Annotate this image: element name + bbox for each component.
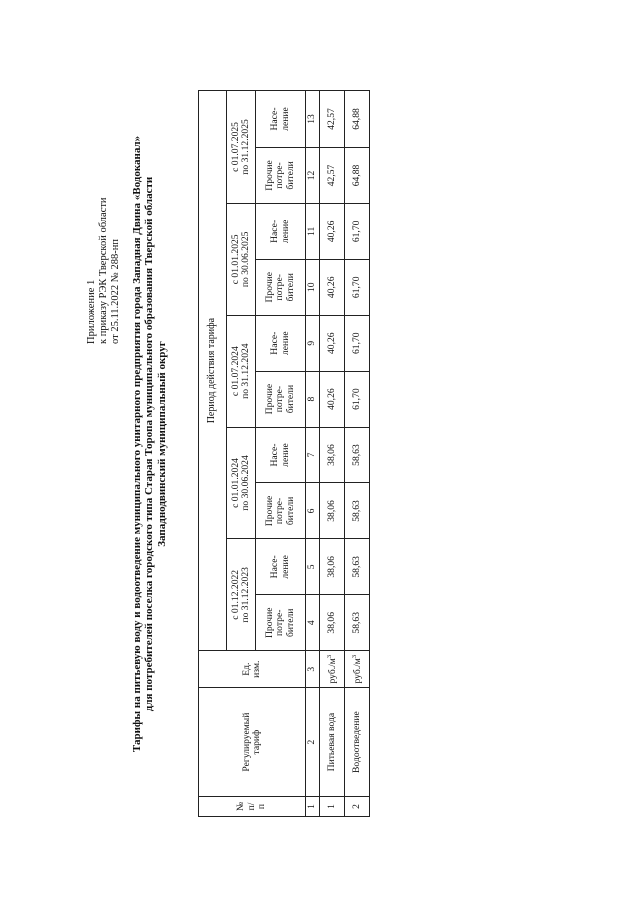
- colnum: 12: [306, 147, 320, 203]
- colnum: 8: [306, 371, 320, 427]
- row-value: 40,26: [320, 259, 345, 315]
- row-value: 38,06: [320, 539, 345, 595]
- sub-population: Насе- ление: [256, 427, 306, 483]
- row-value: 38,06: [320, 595, 345, 651]
- row-value: 64,88: [345, 91, 370, 148]
- appendix-line-3: от 25.11.2022 № 288-нп: [110, 239, 121, 344]
- colnum: 4: [306, 595, 320, 651]
- row-value: 58,63: [345, 483, 370, 539]
- row-unit: $руб./м^3$: [320, 651, 345, 688]
- period-3: с 01.07.2024 по 31.12.2024: [227, 315, 256, 427]
- table-row: [320, 91, 345, 817]
- colnum: 9: [306, 315, 320, 371]
- period-5: с 01.07.2025 по 31.12.2025: [227, 91, 256, 204]
- row-name: Водоотведение: [345, 688, 370, 797]
- row-value: 61,70: [345, 371, 370, 427]
- row-value: 38,06: [320, 483, 345, 539]
- row-unit: $руб./м^3$: [345, 651, 370, 688]
- title-line-3: Западнодвинский муниципальный округ: [155, 341, 168, 547]
- header-row-1: [199, 91, 227, 817]
- row-value: 64,88: [345, 147, 370, 203]
- row-value: 61,70: [345, 259, 370, 315]
- appendix-line-2: к приказу РЭК Тверской области: [98, 197, 109, 344]
- colnum: 5: [306, 539, 320, 595]
- colnum: 2: [306, 688, 320, 797]
- sub-other: Прочие потре- бители: [256, 147, 306, 203]
- row-no: 2: [345, 797, 370, 817]
- header-period: Период действия тарифа: [199, 91, 227, 651]
- table-row: [345, 91, 370, 817]
- sub-population: Насе- ление: [256, 539, 306, 595]
- colnum: 1: [306, 797, 320, 817]
- document-title: [131, 84, 168, 804]
- period-1: с 01.12.2022 по 31.12.2023: [227, 539, 256, 651]
- row-value: 61,70: [345, 315, 370, 371]
- period-4: с 01.01.2025 по 30.06.2025: [227, 203, 256, 315]
- sub-population: Насе- ление: [256, 315, 306, 371]
- row-value: 61,70: [345, 203, 370, 259]
- colnum: 3: [306, 651, 320, 688]
- row-value: 38,06: [320, 427, 345, 483]
- sub-other: Прочие потре- бители: [256, 483, 306, 539]
- row-value: 40,26: [320, 203, 345, 259]
- title-line-2: для потребителей поселка городского типа Старая Торопа муниципального образования Тверской области: [143, 176, 156, 712]
- colnum: 13: [306, 91, 320, 148]
- title-line-1: Тарифы на питьевую воду и водоотведение муниципального унитарного предприятия города Западная Двина «Водоканал»: [131, 135, 143, 753]
- header-unit: Ед. изм.: [199, 651, 306, 688]
- row-value: 40,26: [320, 315, 345, 371]
- colnum: 7: [306, 427, 320, 483]
- sub-population: Насе- ление: [256, 91, 306, 148]
- row-value: 40,26: [320, 371, 345, 427]
- colnum: 6: [306, 483, 320, 539]
- appendix-note: [86, 84, 122, 344]
- row-value: 58,63: [345, 595, 370, 651]
- header-no: № п/ п: [199, 797, 306, 817]
- row-value: 58,63: [345, 427, 370, 483]
- colnum: 11: [306, 203, 320, 259]
- sub-other: Прочие потре- бители: [256, 595, 306, 651]
- colnum: 10: [306, 259, 320, 315]
- header-tariff: Регулируемый тариф: [199, 688, 306, 797]
- row-value: 58,63: [345, 539, 370, 595]
- row-value: 42,57: [320, 91, 345, 148]
- tariff-table: [198, 90, 370, 817]
- row-value: 42,57: [320, 147, 345, 203]
- period-2: с 01.01.2024 по 30.06.2024: [227, 427, 256, 539]
- sub-other: Прочие потре- бители: [256, 371, 306, 427]
- sub-population: Насе- ление: [256, 203, 306, 259]
- row-name: Питьевая вода: [320, 688, 345, 797]
- appendix-line-1: Приложение 1: [86, 279, 97, 344]
- column-numbers-row: [306, 91, 320, 817]
- sub-other: Прочие потре- бители: [256, 259, 306, 315]
- row-no: 1: [320, 797, 345, 817]
